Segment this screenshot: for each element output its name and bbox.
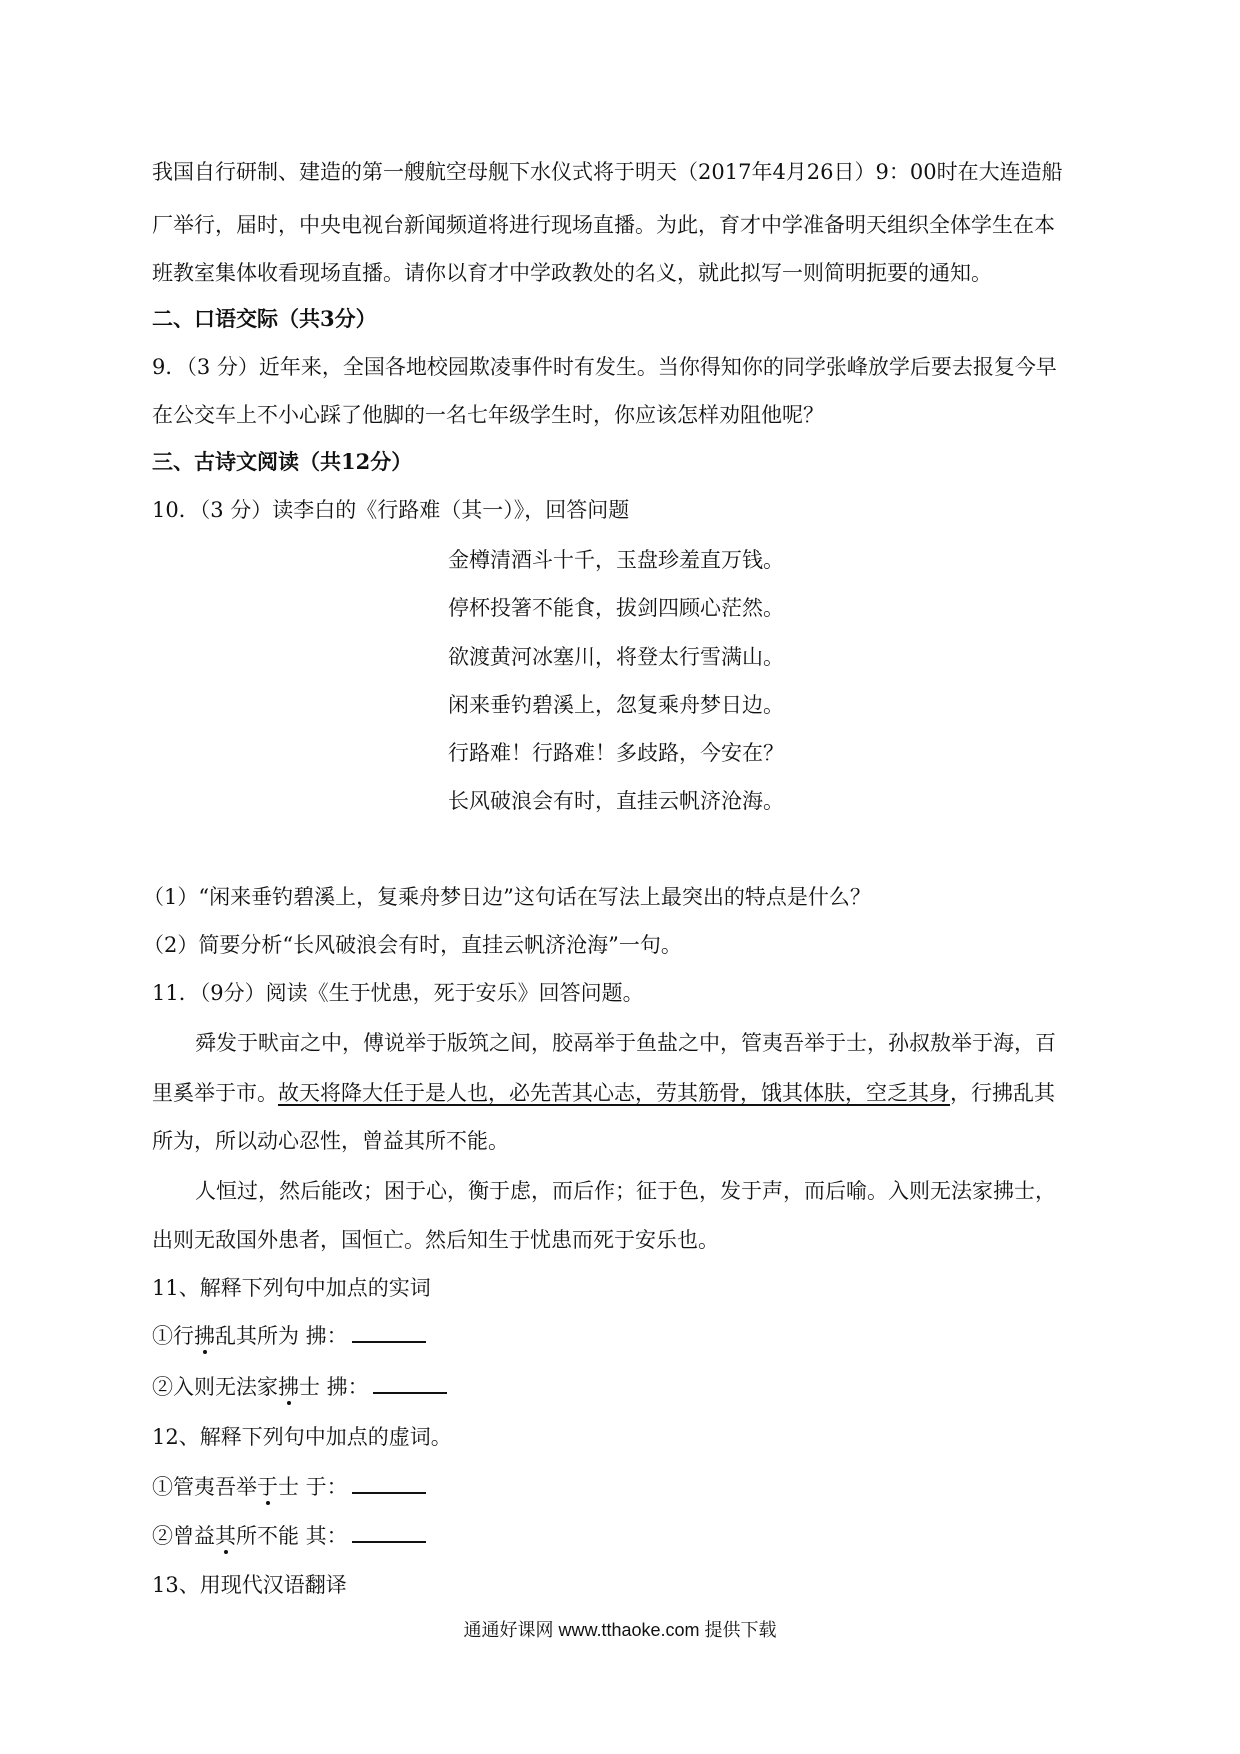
question-12-item-2 xyxy=(152,1521,426,1551)
passage-2-line-2: 出则无敌国外患者，国恒亡。然后知生于忧患而死于安乐也。 xyxy=(152,1228,719,1252)
item-text: ①管夷吾举 xyxy=(152,1475,257,1499)
poem-line-5: 行路难！行路难！多歧路，今安在？ xyxy=(448,741,784,765)
dotted-character: 拂 xyxy=(278,1375,299,1399)
passage-1-line-1: 舜发于畎亩之中，傅说举于版筑之间，胶鬲举于鱼盐之中，管夷吾举于士，孙叔敖举于海，百 xyxy=(195,1031,1056,1055)
dotted-character: 其 xyxy=(215,1524,236,1548)
underlined-sentence: 故天将降大任于是人也，必先苦其心志，劳其筋骨，饿其体肤，空乏其身 xyxy=(278,1081,950,1105)
answer-blank[interactable] xyxy=(352,1321,426,1343)
question-10-sub-2: （2）简要分析“长风破浪会有时，直挂云帆济沧海”一句。 xyxy=(143,933,682,957)
intro-line-3: 班教室集体收看现场直播。请你以育才中学政教处的名义，就此拟写一则简明扼要的通知。 xyxy=(152,261,992,285)
intro-line-1: 我国自行研制、建造的第一艘航空母舰下水仪式将于明天（2017年4月26日）9：00时在大连造船 xyxy=(152,160,1063,184)
question-12-title: 12、解释下列句中加点的虚词。 xyxy=(152,1425,452,1449)
answer-blank[interactable] xyxy=(373,1372,447,1394)
question-9-line-1: 9．（3 分）近年来，全国各地校园欺凌事件时有发生。当你得知你的同学张峰放学后要去报复今早 xyxy=(152,355,1057,379)
passage-1-line-2 xyxy=(152,1078,1055,1108)
answer-blank[interactable] xyxy=(352,1472,426,1494)
question-11-title: 11．（9分）阅读《生于忧患，死于安乐》回答问题。 xyxy=(152,981,644,1005)
passage-1-line-3: 所为，所以动心忍性，曾益其所不能。 xyxy=(152,1129,509,1153)
passage-1-line-2-start: 里奚举于市。 xyxy=(152,1081,278,1105)
passage-1-line-2-end: ，行拂乱其 xyxy=(950,1081,1055,1105)
section-heading-classical: 三、古诗文阅读（共12分） xyxy=(152,449,413,474)
dotted-character: 拂 xyxy=(194,1324,215,1348)
question-9-line-2: 在公交车上不小心踩了他脚的一名七年级学生时，你应该怎样劝阻他呢？ xyxy=(152,403,824,427)
passage-2-line-1: 人恒过，然后能改；困于心，衡于虑，而后作；征于色，发于声，而后喻。入则无法家拂士， xyxy=(195,1179,1056,1203)
dotted-character: 于 xyxy=(257,1475,278,1499)
item-text: 士 于： xyxy=(278,1475,348,1499)
item-text: 所不能 其： xyxy=(236,1524,348,1548)
poem-line-1: 金樽清酒斗十千，玉盘珍羞直万钱。 xyxy=(448,548,784,572)
question-10-title: 10．（3 分）读李白的《行路难（其一）》，回答问题 xyxy=(152,498,630,522)
item-text: ②入则无法家 xyxy=(152,1375,278,1399)
poem-line-6: 长风破浪会有时，直挂云帆济沧海。 xyxy=(448,789,784,813)
question-11a-title: 11、解释下列句中加点的实词 xyxy=(152,1276,431,1300)
question-11a-item-1 xyxy=(152,1321,426,1351)
item-text: ①行 xyxy=(152,1324,194,1348)
poem-line-4: 闲来垂钓碧溪上，忽复乘舟梦日边。 xyxy=(448,693,784,717)
poem-line-3: 欲渡黄河冰塞川，将登太行雪满山。 xyxy=(448,645,784,669)
question-10-sub-1: （1）“闲来垂钓碧溪上，复乘舟梦日边”这句话在写法上最突出的特点是什么？ xyxy=(143,885,871,909)
question-13-title: 13、用现代汉语翻译 xyxy=(152,1573,347,1597)
item-text: 乱其所为 拂： xyxy=(215,1324,348,1348)
question-11a-item-2 xyxy=(152,1372,447,1402)
poem-line-2: 停杯投箸不能食，拔剑四顾心茫然。 xyxy=(448,596,784,620)
question-12-item-1 xyxy=(152,1472,426,1502)
answer-blank[interactable] xyxy=(352,1521,426,1543)
section-heading-oral: 二、口语交际（共3分） xyxy=(152,306,377,331)
page-footer: 通通好课网 www.tthaoke.com 提供下载 xyxy=(463,1620,777,1640)
item-text: ②曾益 xyxy=(152,1524,215,1548)
intro-line-2: 厂举行，届时，中央电视台新闻频道将进行现场直播。为此，育才中学准备明天组织全体学生在本 xyxy=(152,213,1055,237)
item-text: 士 拂： xyxy=(299,1375,369,1399)
